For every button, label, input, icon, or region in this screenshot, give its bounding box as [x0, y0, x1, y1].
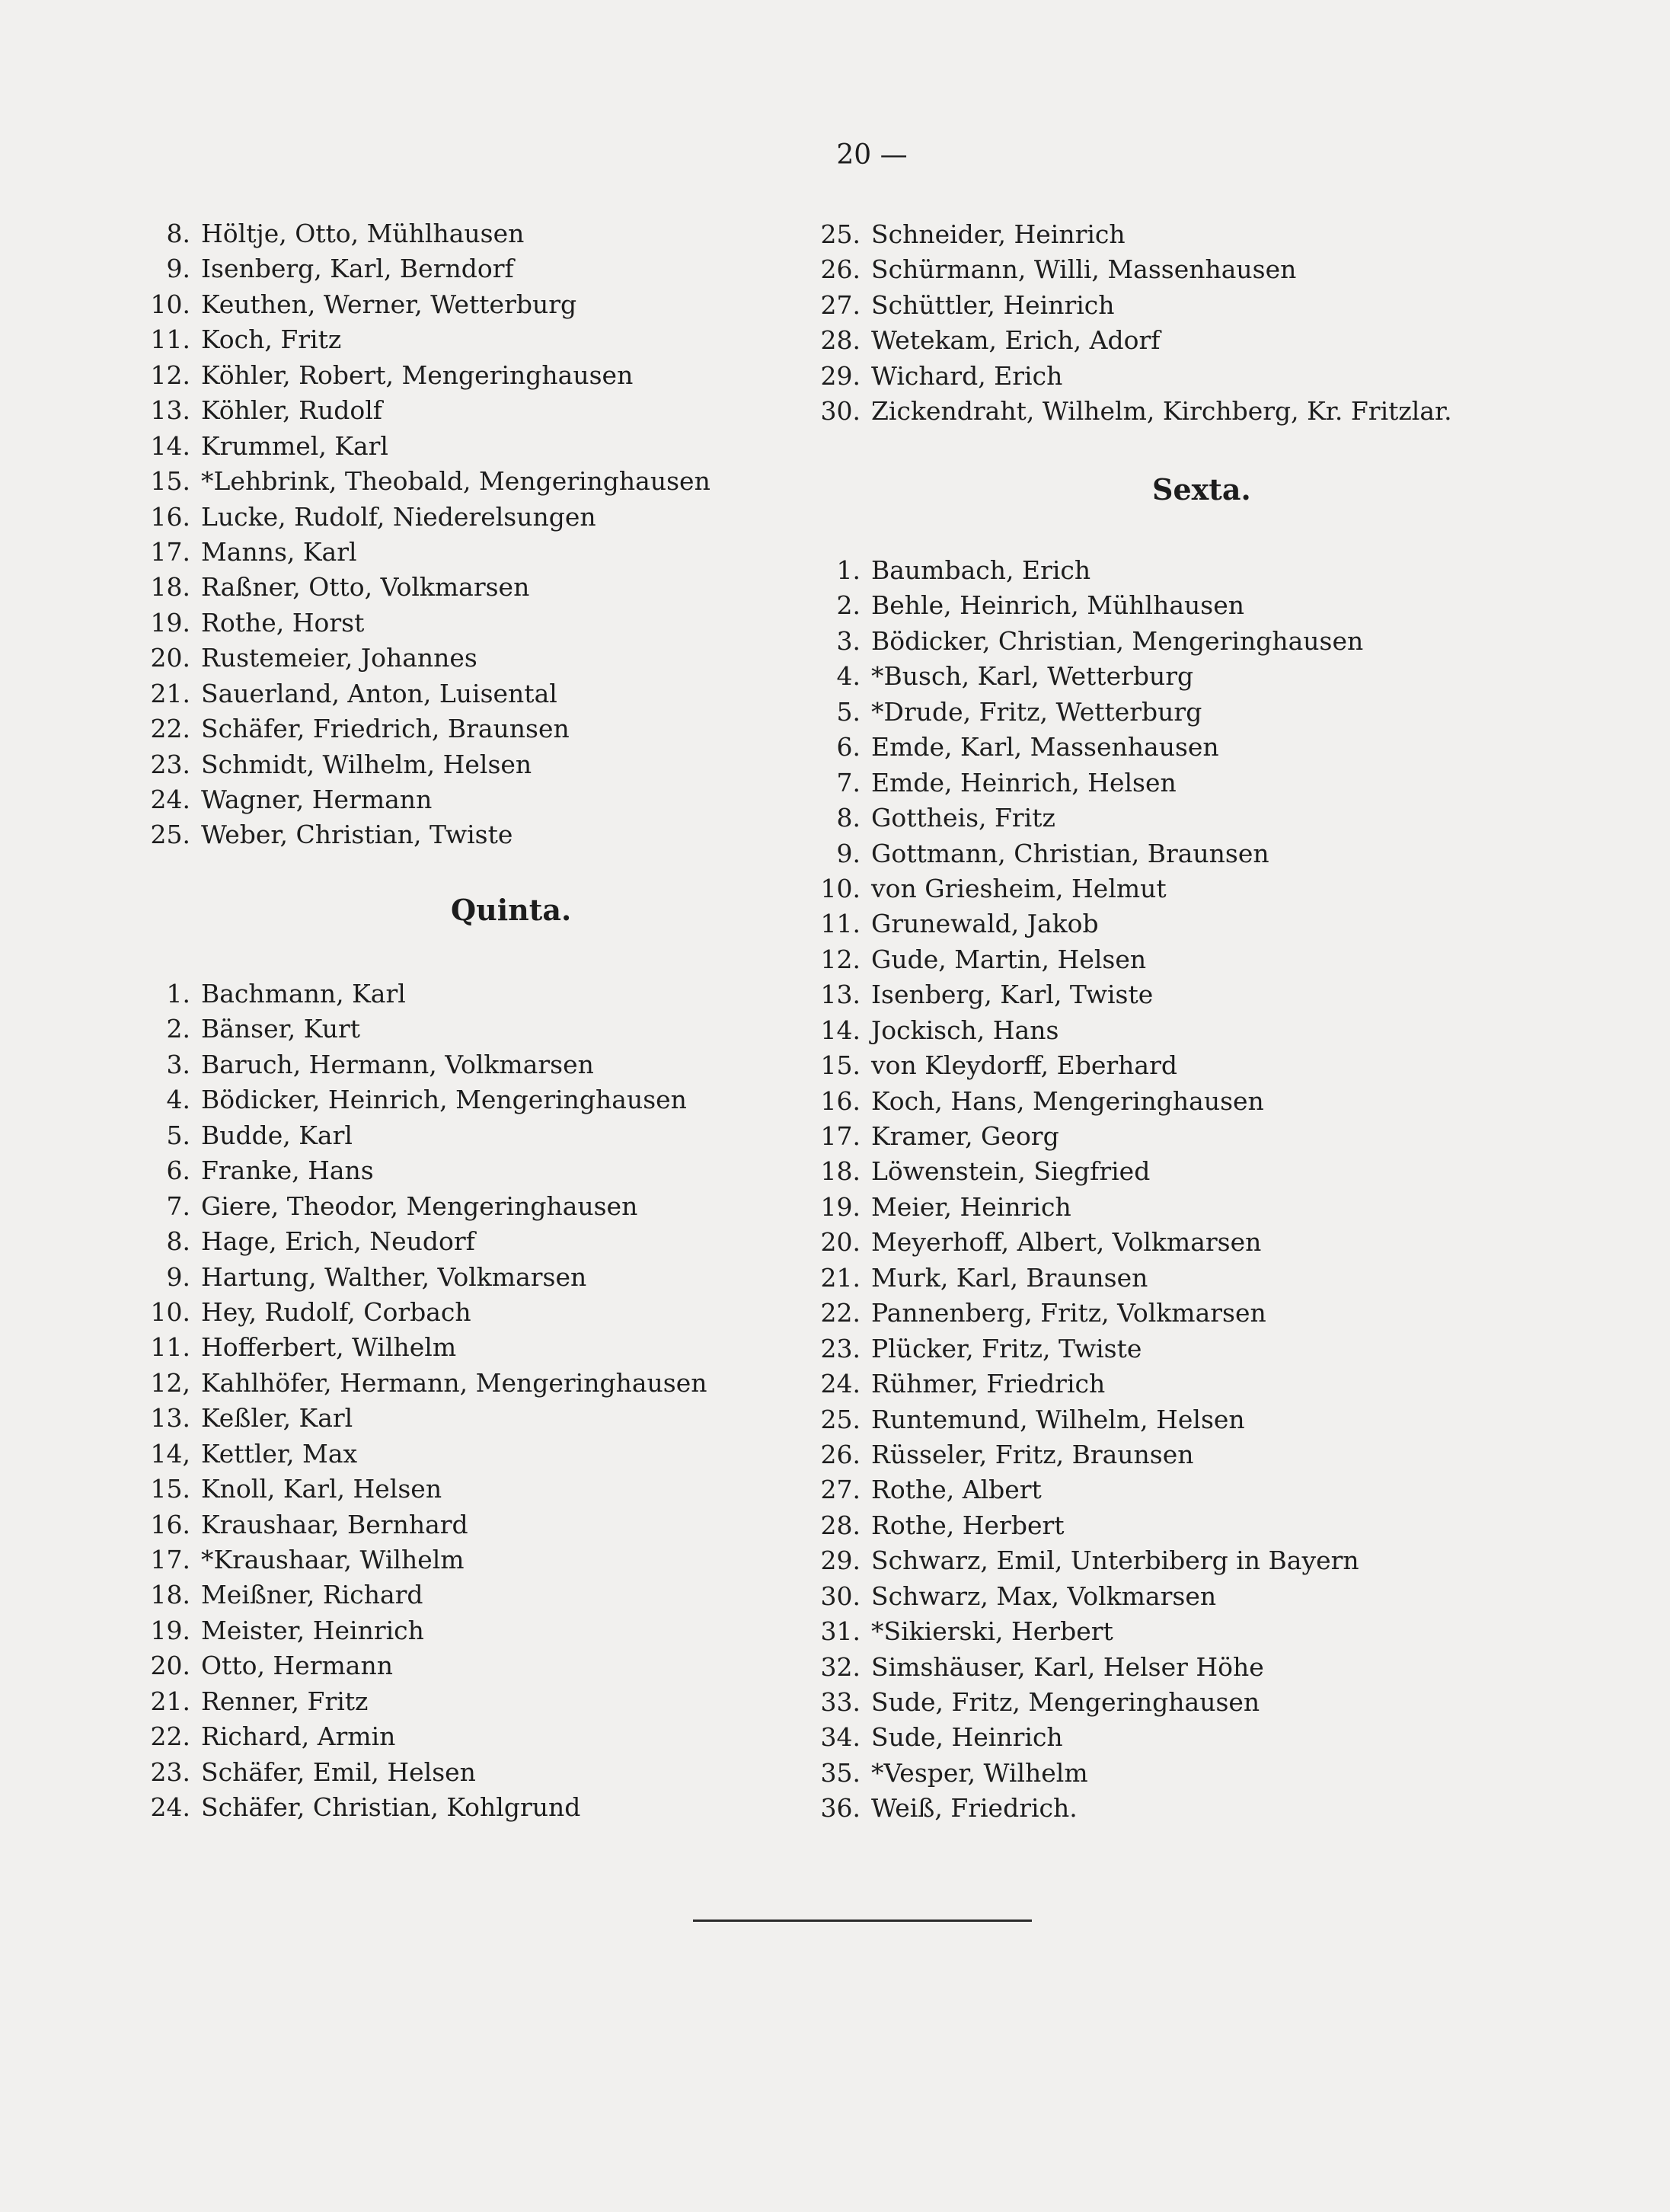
- list-item: [95, 1613, 781, 1648]
- right-column-continued-list: [769, 217, 1622, 430]
- list-item: [769, 942, 1622, 977]
- entry-number: 3.: [166, 1049, 190, 1079]
- entry-number: 27.: [820, 289, 861, 320]
- entry-name: Koch, Hans, Mengeringhausen: [871, 1085, 1264, 1116]
- entry-name: Behle, Heinrich, Mühlhausen: [871, 590, 1245, 621]
- entry-number: 5.: [166, 1120, 190, 1150]
- list-item: [95, 1577, 781, 1613]
- list-item: [95, 393, 781, 428]
- list-item: [95, 1472, 781, 1507]
- list-item: [769, 836, 1622, 871]
- entry-number: 28.: [820, 1510, 861, 1540]
- entry-name: Jockisch, Hans: [871, 1015, 1059, 1045]
- entry-name: Schneider, Heinrich: [871, 219, 1126, 249]
- list-item: [769, 624, 1622, 659]
- entry-name: Simshäuser, Karl, Helser Höhe: [871, 1651, 1264, 1682]
- list-item: [769, 1331, 1622, 1367]
- entry-number: 27.: [820, 1475, 861, 1505]
- entry-number: 10.: [150, 1296, 190, 1327]
- list-item: [95, 1366, 781, 1401]
- list-item: [769, 1190, 1622, 1225]
- list-item: [769, 359, 1622, 394]
- entry-number: 20.: [150, 643, 190, 673]
- entry-name: Hartung, Walther, Volkmarsen: [201, 1261, 587, 1292]
- entry-name: Zickendraht, Wilhelm, Kirchberg, Kr. Fritzlar.: [871, 396, 1452, 427]
- entry-number: 16.: [820, 1085, 861, 1116]
- list-item: [95, 1189, 781, 1224]
- entry-name: von Kleydorff, Eberhard: [871, 1050, 1177, 1081]
- entry-number: 14,: [150, 1438, 190, 1469]
- entry-number: 1.: [836, 555, 861, 585]
- list-item: [769, 553, 1622, 588]
- list-item: [769, 1225, 1622, 1260]
- entry-name: Sude, Fritz, Mengeringhausen: [871, 1687, 1260, 1717]
- entry-number: 7.: [836, 767, 861, 798]
- entry-name: Hofferbert, Wilhelm: [201, 1332, 457, 1363]
- entry-number: 14.: [150, 430, 190, 461]
- list-item: [95, 1755, 781, 1790]
- entry-number: 22.: [150, 1721, 190, 1752]
- entry-name: Höltje, Otto, Mühlhausen: [201, 219, 525, 248]
- list-item: [95, 535, 781, 570]
- entry-name: Kahlhöfer, Hermann, Mengeringhausen: [201, 1367, 707, 1398]
- entry-number: 9.: [166, 254, 190, 284]
- entry-name: Schmidt, Wilhelm, Helsen: [201, 749, 532, 779]
- list-item: [95, 1012, 781, 1047]
- list-item: [769, 695, 1622, 730]
- entry-number: 11.: [820, 909, 861, 939]
- entry-name: Bödicker, Heinrich, Mengeringhausen: [201, 1085, 687, 1115]
- entry-number: 9.: [166, 1261, 190, 1292]
- entry-name: Isenberg, Karl, Twiste: [871, 980, 1154, 1010]
- entry-name: Meier, Heinrich: [871, 1191, 1071, 1222]
- entry-number: 23.: [150, 749, 190, 779]
- entry-number: 24.: [820, 1369, 861, 1399]
- entry-number: 9.: [836, 838, 861, 868]
- list-item: [95, 977, 781, 1012]
- entry-name: *Kraushaar, Wilhelm: [201, 1545, 465, 1574]
- entry-number: 12,: [150, 1367, 190, 1398]
- list-item: [95, 711, 781, 746]
- list-item: [769, 766, 1622, 801]
- entry-number: 25.: [150, 820, 190, 850]
- entry-number: 5.: [836, 696, 861, 727]
- list-item: [769, 1013, 1622, 1048]
- entry-number: 13.: [820, 980, 861, 1010]
- left-column-continued-list: [95, 216, 781, 853]
- entry-name: Grunewald, Jakob: [871, 909, 1099, 939]
- list-item: [769, 323, 1622, 358]
- entry-name: Wichard, Erich: [871, 360, 1063, 391]
- entry-number: 30.: [820, 396, 861, 427]
- entry-name: Schwarz, Emil, Unterbiberg in Bayern: [871, 1546, 1359, 1576]
- entry-number: 11.: [150, 324, 190, 355]
- entry-name: Giere, Theodor, Mengeringhausen: [201, 1191, 638, 1221]
- entry-name: Schäfer, Emil, Helsen: [201, 1756, 476, 1787]
- list-item: [95, 1224, 781, 1259]
- entry-number: 6.: [166, 1156, 190, 1186]
- entry-name: Keuthen, Werner, Wetterburg: [201, 289, 577, 319]
- entry-name: Schäfer, Friedrich, Braunsen: [201, 714, 570, 744]
- entry-number: 1.: [166, 979, 190, 1009]
- list-item: [769, 801, 1622, 836]
- quinta-heading: Quinta.: [451, 893, 572, 927]
- quinta-list: [95, 977, 781, 1826]
- list-item: [95, 1401, 781, 1436]
- entry-name: Kettler, Max: [201, 1438, 358, 1469]
- page-number: 20 —: [836, 139, 908, 171]
- list-item: [769, 1756, 1622, 1791]
- entry-number: 17.: [820, 1121, 861, 1151]
- entry-number: 35.: [820, 1757, 861, 1788]
- entry-number: 28.: [820, 325, 861, 356]
- entry-name: Gottmann, Christian, Braunsen: [871, 838, 1269, 868]
- entry-name: Sude, Heinrich: [871, 1722, 1063, 1753]
- list-item: [769, 659, 1622, 694]
- list-item: [769, 1472, 1622, 1507]
- entry-name: Schäfer, Christian, Kohlgrund: [201, 1792, 581, 1823]
- entry-number: 15.: [150, 1474, 190, 1504]
- entry-name: Meister, Heinrich: [201, 1615, 424, 1645]
- entry-name: Hage, Erich, Neudorf: [201, 1226, 475, 1257]
- entry-name: Schüttler, Heinrich: [871, 289, 1115, 320]
- entry-number: 21.: [150, 1686, 190, 1716]
- entry-name: Rustemeier, Johannes: [201, 643, 477, 673]
- entry-number: 23.: [820, 1333, 861, 1363]
- entry-number: 20.: [820, 1227, 861, 1258]
- entry-number: 24.: [150, 785, 190, 814]
- list-item: [769, 1402, 1622, 1437]
- list-item: [95, 1295, 781, 1330]
- entry-number: 16.: [150, 501, 190, 532]
- entry-name: Rothe, Herbert: [871, 1510, 1065, 1540]
- entry-number: 2.: [836, 590, 861, 621]
- list-item: [95, 251, 781, 286]
- entry-number: 8.: [166, 1226, 190, 1257]
- entry-number: 10.: [820, 873, 861, 903]
- entry-name: *Drude, Fritz, Wetterburg: [871, 696, 1202, 727]
- list-item: [769, 977, 1622, 1012]
- list-item: [769, 1367, 1622, 1402]
- entry-name: Murk, Karl, Braunsen: [871, 1262, 1148, 1293]
- entry-name: Schürmann, Willi, Massenhausen: [871, 254, 1297, 285]
- list-item: [95, 1648, 781, 1683]
- entry-number: 21.: [150, 678, 190, 708]
- entry-number: 33.: [820, 1687, 861, 1717]
- list-item: [95, 676, 781, 711]
- list-item: [769, 1437, 1622, 1472]
- entry-name: Rühmer, Friedrich: [871, 1369, 1106, 1399]
- entry-number: 17.: [150, 1545, 190, 1574]
- list-item: [769, 1261, 1622, 1296]
- list-item: [769, 252, 1622, 287]
- entry-name: *Vesper, Wilhelm: [871, 1757, 1088, 1788]
- entry-number: 8.: [836, 803, 861, 833]
- entry-number: 21.: [820, 1262, 861, 1293]
- entry-name: *Sikierski, Herbert: [871, 1616, 1113, 1647]
- entry-number: 10.: [150, 289, 190, 319]
- entry-name: Bödicker, Christian, Mengeringhausen: [871, 625, 1364, 656]
- list-item: [95, 1082, 781, 1117]
- entry-number: 14.: [820, 1015, 861, 1045]
- entry-number: 24.: [150, 1792, 190, 1823]
- entry-number: 31.: [820, 1616, 861, 1647]
- list-item: [95, 358, 781, 393]
- list-item: [769, 394, 1622, 429]
- list-item: [769, 1791, 1622, 1826]
- entry-number: 8.: [166, 219, 190, 248]
- list-item: [769, 906, 1622, 941]
- list-item: [769, 288, 1622, 323]
- list-item: [769, 1048, 1622, 1083]
- entry-name: *Lehbrink, Theobald, Mengeringhausen: [201, 466, 710, 497]
- list-item: [95, 1719, 781, 1754]
- list-item: [769, 1579, 1622, 1614]
- entry-number: 36.: [820, 1793, 861, 1824]
- list-item: [95, 1260, 781, 1295]
- list-item: [95, 1790, 781, 1825]
- entry-name: Löwenstein, Siegfried: [871, 1156, 1151, 1187]
- entry-number: 18.: [820, 1156, 861, 1187]
- entry-name: Baruch, Hermann, Volkmarsen: [201, 1049, 594, 1079]
- list-item: [95, 1047, 781, 1082]
- list-item: [769, 871, 1622, 906]
- entry-number: 12.: [150, 360, 190, 390]
- entry-name: Isenberg, Karl, Berndorf: [201, 254, 514, 284]
- entry-name: Meißner, Richard: [201, 1580, 423, 1610]
- entry-number: 25.: [820, 1404, 861, 1434]
- list-item: [95, 1507, 781, 1542]
- entry-number: 25.: [820, 219, 861, 249]
- list-item: [95, 606, 781, 641]
- entry-name: Rothe, Horst: [201, 607, 365, 638]
- entry-number: 30.: [820, 1581, 861, 1611]
- entry-number: 19.: [150, 607, 190, 638]
- entry-name: Richard, Armin: [201, 1721, 396, 1752]
- list-item: [769, 588, 1622, 623]
- list-item: [95, 817, 781, 852]
- entry-number: 29.: [820, 1546, 861, 1576]
- entry-name: Sauerland, Anton, Luisental: [201, 678, 557, 708]
- list-item: [769, 730, 1622, 765]
- entry-number: 6.: [836, 732, 861, 762]
- list-item: [95, 782, 781, 817]
- entry-name: Runtemund, Wilhelm, Helsen: [871, 1404, 1245, 1434]
- list-item: [769, 1685, 1622, 1720]
- list-item: [769, 1508, 1622, 1543]
- entry-name: Kraushaar, Bernhard: [201, 1509, 468, 1539]
- list-item: [769, 1296, 1622, 1331]
- entry-number: 16.: [150, 1509, 190, 1539]
- list-item: [95, 1330, 781, 1365]
- list-item: [95, 216, 781, 251]
- entry-name: *Busch, Karl, Wetterburg: [871, 661, 1194, 692]
- entry-number: 18.: [150, 1580, 190, 1610]
- entry-name: Krummel, Karl: [201, 430, 388, 461]
- entry-number: 18.: [150, 572, 190, 603]
- list-item: [769, 1119, 1622, 1154]
- entry-name: Pannenberg, Fritz, Volkmarsen: [871, 1298, 1266, 1328]
- entry-name: Plücker, Fritz, Twiste: [871, 1333, 1142, 1363]
- list-item: [95, 641, 781, 676]
- entry-name: Keßler, Karl: [201, 1403, 353, 1434]
- entry-name: Emde, Karl, Massenhausen: [871, 732, 1219, 762]
- entry-name: Weber, Christian, Twiste: [201, 820, 513, 850]
- list-item: [95, 429, 781, 464]
- list-item: [95, 1153, 781, 1188]
- entry-name: Bachmann, Karl: [201, 979, 406, 1009]
- list-item: [95, 747, 781, 782]
- entry-number: 19.: [150, 1615, 190, 1645]
- list-item: [769, 1720, 1622, 1755]
- entry-name: Budde, Karl: [201, 1120, 353, 1150]
- entry-name: Raßner, Otto, Volkmarsen: [201, 572, 530, 603]
- entry-number: 12.: [820, 944, 861, 974]
- entry-name: Gottheis, Fritz: [871, 803, 1055, 833]
- entry-name: Meyerhoff, Albert, Volkmarsen: [871, 1227, 1262, 1258]
- entry-number: 7.: [166, 1191, 190, 1221]
- entry-name: Rothe, Albert: [871, 1475, 1042, 1505]
- entry-name: Koch, Fritz: [201, 324, 342, 355]
- entry-number: 2.: [166, 1014, 190, 1044]
- entry-number: 26.: [820, 1439, 861, 1469]
- entry-number: 4.: [166, 1085, 190, 1115]
- list-item: [95, 1542, 781, 1577]
- entry-number: 26.: [820, 254, 861, 285]
- entry-name: von Griesheim, Helmut: [871, 873, 1167, 903]
- entry-name: Manns, Karl: [201, 536, 357, 567]
- list-item: [769, 1650, 1622, 1685]
- entry-number: 11.: [150, 1332, 190, 1363]
- entry-name: Baumbach, Erich: [871, 555, 1091, 585]
- list-item: [769, 1084, 1622, 1119]
- entry-number: 19.: [820, 1191, 861, 1222]
- entry-name: Köhler, Robert, Mengeringhausen: [201, 360, 634, 390]
- entry-name: Lucke, Rudolf, Niederelsungen: [201, 501, 596, 532]
- entry-name: Kramer, Georg: [871, 1121, 1059, 1151]
- entry-name: Otto, Hermann: [201, 1651, 393, 1681]
- list-item: [769, 1154, 1622, 1189]
- entry-name: Weiß, Friedrich.: [871, 1793, 1078, 1824]
- list-item: [95, 570, 781, 605]
- entry-number: 23.: [150, 1756, 190, 1787]
- entry-name: Gude, Martin, Helsen: [871, 944, 1147, 974]
- list-item: [769, 1614, 1622, 1649]
- list-item: [95, 500, 781, 535]
- list-item: [95, 287, 781, 322]
- entry-number: 22.: [820, 1298, 861, 1328]
- entry-number: 15.: [820, 1050, 861, 1081]
- end-rule: [693, 1920, 1032, 1922]
- entry-name: Knoll, Karl, Helsen: [201, 1474, 442, 1504]
- entry-number: 15.: [150, 466, 190, 497]
- entry-number: 13.: [150, 395, 190, 426]
- entry-name: Wetekam, Erich, Adorf: [871, 325, 1161, 356]
- entry-number: 13.: [150, 1403, 190, 1434]
- entry-number: 17.: [150, 536, 190, 567]
- entry-name: Rüsseler, Fritz, Braunsen: [871, 1439, 1194, 1469]
- entry-name: Wagner, Hermann: [201, 785, 433, 814]
- entry-name: Franke, Hans: [201, 1156, 374, 1186]
- entry-number: 34.: [820, 1722, 861, 1753]
- entry-name: Bänser, Kurt: [201, 1014, 360, 1044]
- entry-name: Emde, Heinrich, Helsen: [871, 767, 1177, 798]
- sexta-list: [769, 553, 1622, 1827]
- entry-name: Schwarz, Max, Volkmarsen: [871, 1581, 1217, 1611]
- list-item: [769, 217, 1622, 252]
- sexta-heading: Sexta.: [1152, 472, 1251, 507]
- list-item: [95, 464, 781, 499]
- list-item: [95, 322, 781, 357]
- list-item: [95, 1684, 781, 1719]
- entry-number: 29.: [820, 360, 861, 391]
- entry-number: 20.: [150, 1651, 190, 1681]
- entry-name: Renner, Fritz: [201, 1686, 369, 1716]
- entry-number: 3.: [836, 625, 861, 656]
- entry-number: 22.: [150, 714, 190, 744]
- entry-number: 4.: [836, 661, 861, 692]
- list-item: [95, 1118, 781, 1153]
- entry-name: Köhler, Rudolf: [201, 395, 382, 426]
- list-item: [769, 1543, 1622, 1578]
- entry-name: Hey, Rudolf, Corbach: [201, 1296, 471, 1327]
- entry-number: 32.: [820, 1651, 861, 1682]
- list-item: [95, 1437, 781, 1472]
